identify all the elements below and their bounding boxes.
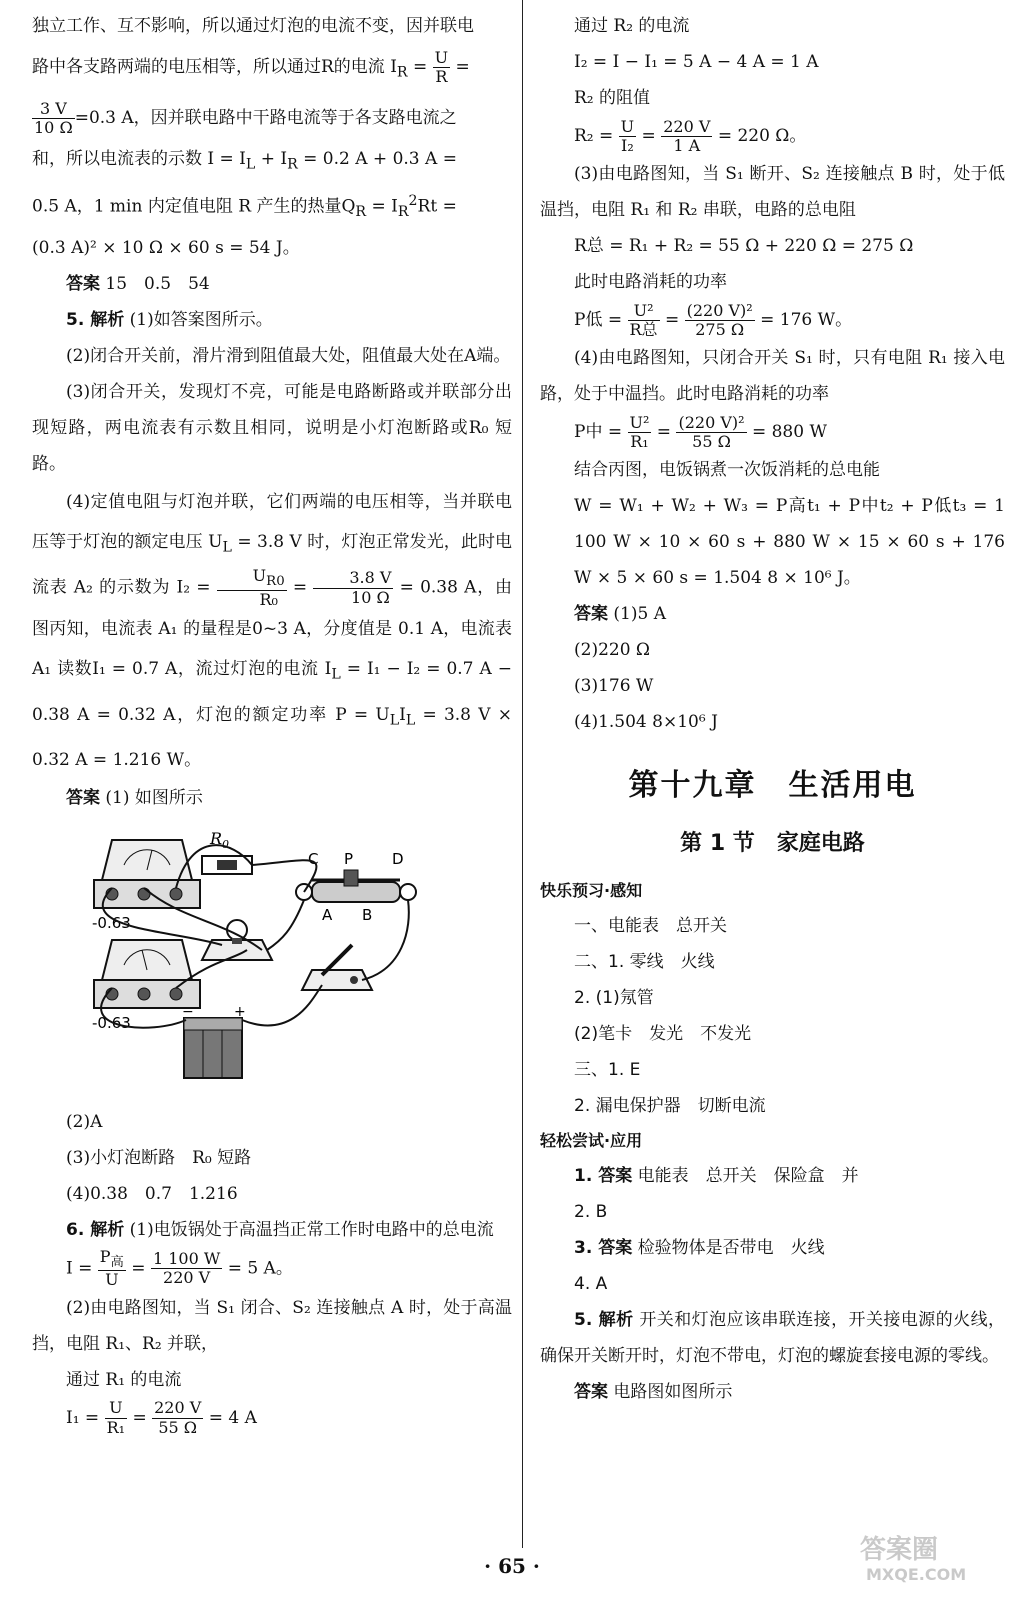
equation: I₁ = $\frac{U}{\text{R₁}}$ = $\frac{220 V}{55 \Omega}$ = 4 A <box>66 1398 257 1437</box>
terminal-a-label: A <box>322 905 333 924</box>
text-line: 此时电路消耗的功率 <box>574 272 727 292</box>
answer-6-4: (4)1.504 8×10⁶ J <box>574 712 718 732</box>
svg-text:−: − <box>182 1003 194 1020</box>
ammeter-2-icon <box>94 940 200 1008</box>
resistor-r0-icon <box>202 856 252 874</box>
list-item: 二、1. 零线 火线 <box>574 952 715 972</box>
switch-icon <box>302 945 372 990</box>
equation: P低 = $\frac{\text{U²}}{\text{R总}}$ = $\frac{\text{(220 V)²}}{275 \Omega}$ = 176 W。 <box>574 300 853 339</box>
right-column <box>540 8 1005 1410</box>
svg-text:+: + <box>234 1003 246 1020</box>
answer-6: 答案 (1)5 A <box>574 604 666 624</box>
subheading: 轻松尝试·应用 <box>540 1131 643 1150</box>
fraction: $\frac{3.8 V}{10 \Omega}$ <box>313 569 393 607</box>
text-line: $\frac{3 V}{10 \Omega}$ =0.3 A，因并联电路中干路电流等于各支路电流之 <box>34 99 457 138</box>
terminal-b-label: B <box>362 905 373 924</box>
text-line: 和，所以电流表的示数 $I = I_L + I_R = 0.2$ A + 0.3 A = <box>32 149 457 173</box>
equation: P中 = $\frac{\text{U²}}{\text{R₁}}$ = $\frac{\text{(220 V)²}}{55 \Omega}$ = 880 W <box>574 412 827 451</box>
subheading: 快乐预习·感知 <box>540 881 643 900</box>
list-item: 4. A <box>574 1274 608 1294</box>
list-item: 2. B <box>574 1202 608 1222</box>
list-item: 三、1. E <box>574 1060 641 1080</box>
meter-2-label: -0.63 <box>92 1013 131 1032</box>
text-line: 结合丙图，电饭锅煮一次饭消耗的总电能 <box>574 460 880 480</box>
text-line: (3)由电路图知，当 S₁ 断开、S₂ 连接触点 B 时，处于低温挡，电阻 R₁ 和 R₂ 串联，电路的总电阻 <box>540 164 1005 220</box>
text-line: 通过 R₁ 的电流 <box>66 1369 182 1390</box>
q5-heading: 5. 解析 (1)如答案图所示。 <box>66 309 273 330</box>
battery-icon <box>182 1004 246 1078</box>
answer-5: 答案 (1) 如图所示 <box>66 787 203 808</box>
r0-label: $R_0$ <box>210 828 230 851</box>
list-item: 2. (1)氖管 <box>574 988 654 1008</box>
text-line: I₂ = I − I₁ = 5 A − 4 A = 1 A <box>574 52 819 72</box>
meter-1-label: -0.63 <box>92 913 131 932</box>
answer-5-4: (4)0.38 0.7 1.216 <box>66 1183 238 1204</box>
lamp-icon <box>202 920 272 960</box>
q5-part3: (3)闭合开关，发现灯不亮，可能是电路断路或并联部分出现短路，两电流表有示数且相同，说明是小灯泡断路或R₀ 短路。 <box>32 381 512 474</box>
answer-4: 答案 15 0.5 54 <box>66 273 210 294</box>
q6-heading: 6. 解析 (1)电饭锅处于高温挡正常工作时电路中的总电流 <box>66 1219 494 1240</box>
text-line: (4)由电路图知，只闭合开关 S₁ 时，只有电阻 R₁ 接入电路，处于中温挡。此时电路消耗的功率 <box>540 348 1005 404</box>
terminal-p-label: P <box>344 849 354 868</box>
left-column <box>32 8 512 1438</box>
q6-part2: (2)由电路图知，当 S₁ 闭合、S₂ 连接触点 A 时，处于高温挡，电阻 R₁、R₂ 并联， <box>32 1297 512 1354</box>
svg-text:MXQE.COM: MXQE.COM <box>866 1565 967 1584</box>
q5-part4: (4)定值电阻与灯泡并联，它们两端的电压相等，当并联电压等于灯泡的额定电压 $U_L = 3.8$ V 时，灯泡正常发光，此时电流表 A₂ 的示数为 I₂ = $\frac{U_{R0}}{\text{R₀}}$ = $\frac{3.8 V}{10 \Omega}$ = 0.38 A，由图丙知，电流表 A₁ 的量程是0~3 A，分度值是 0.1 A，电流表 A₁ 读数I₁ = 0.7 A，流过灯泡的电流 $I_L = I_1 - I_2 = 0.7$ A − 0.38 A = 0.32 A，灯泡的额定功率 $P = U_LI_L = 3.8$ V × 0.32 A = 1.216 W。 <box>32 491 513 770</box>
equation: R₂ = $\frac{U}{\text{I₂}}$ = $\frac{220 V}{1 A}$ = 220 Ω。 <box>574 116 807 155</box>
list-item: 2. 漏电保护器 切断电流 <box>574 1096 766 1116</box>
text-line: 0.5 A，1 min 内定值电阻 R 产生的热量$Q_R = I_R^2Rt$ = <box>32 192 457 220</box>
fraction: $\frac{3 V}{10 \Omega}$ <box>34 99 73 138</box>
ammeter-1-icon <box>94 840 200 908</box>
section-title: 第 1 节 家庭电路 <box>680 831 865 856</box>
terminal-c-label: C <box>308 849 319 868</box>
list-item: 1. 答案 电能表 总开关 保险盒 并 <box>574 1166 859 1186</box>
list-item: 3. 答案 检验物体是否带电 火线 <box>574 1238 825 1258</box>
fraction: $\frac{U_{R0}}{\text{R₀}}$ <box>217 567 287 609</box>
answer-5-2: (2)A <box>66 1111 103 1132</box>
answer-5-3: (3)小灯泡断路 R₀ 短路 <box>66 1147 252 1168</box>
text-line: R₂ 的阻值 <box>574 88 651 108</box>
chapter-title: 第十九章 生活用电 <box>628 768 917 803</box>
column-divider <box>522 0 523 1548</box>
text-line: 通过 R₂ 的电流 <box>574 16 690 36</box>
text-line: 路中各支路两端的电压相等，所以通过R的电流 $I_R$ = $\frac{U}{R}$ = <box>32 47 470 86</box>
equation: I = $\frac{P_高}{U}$ = $\frac{1 100 W}{220 V}$ = 5 A。 <box>66 1246 293 1290</box>
watermark-logo <box>856 1528 1006 1586</box>
text-line: 独立工作、互不影响，所以通过灯泡的电流不变，因并联电 <box>32 16 474 36</box>
list-item: (2)笔卡 发光 不发光 <box>574 1024 752 1044</box>
fraction: $\frac{U}{R}$ <box>434 47 449 86</box>
text-line: W = W₁ + W₂ + W₃ = P高t₁ + P中t₂ + P低t₃ = 1 100 W × 10 × 60 s + 880 W × 15 × 60 s + 176 W × 5 × 60 s = 1.504 8 × 10⁶ J。 <box>574 496 1005 588</box>
answer-6-3: (3)176 W <box>574 676 654 696</box>
text-line: (0.3 A)² × 10 Ω × 60 s = 54 J。 <box>32 237 300 258</box>
text-line: R总 = R₁ + R₂ = 55 Ω + 220 Ω = 275 Ω <box>574 236 914 256</box>
svg-text:答案圈: 答案圈 <box>860 1535 939 1565</box>
list-item: 5. 解析 开关和灯泡应该串联连接，开关接电源的火线，确保开关断开时，灯泡不带电，灯泡的螺旋套接电源的零线。 <box>540 1310 1006 1366</box>
list-item: 答案 电路图如图所示 <box>574 1382 733 1402</box>
terminal-d-label: D <box>392 849 404 868</box>
answer-6-2: (2)220 Ω <box>574 640 651 660</box>
circuit-figure <box>72 820 502 1095</box>
q5-part2: (2)闭合开关前，滑片滑到阻值最大处，阻值最大处在A端。 <box>66 345 511 366</box>
list-item: 一、电能表 总开关 <box>574 916 727 936</box>
page-number: · 65 · <box>484 1554 540 1578</box>
